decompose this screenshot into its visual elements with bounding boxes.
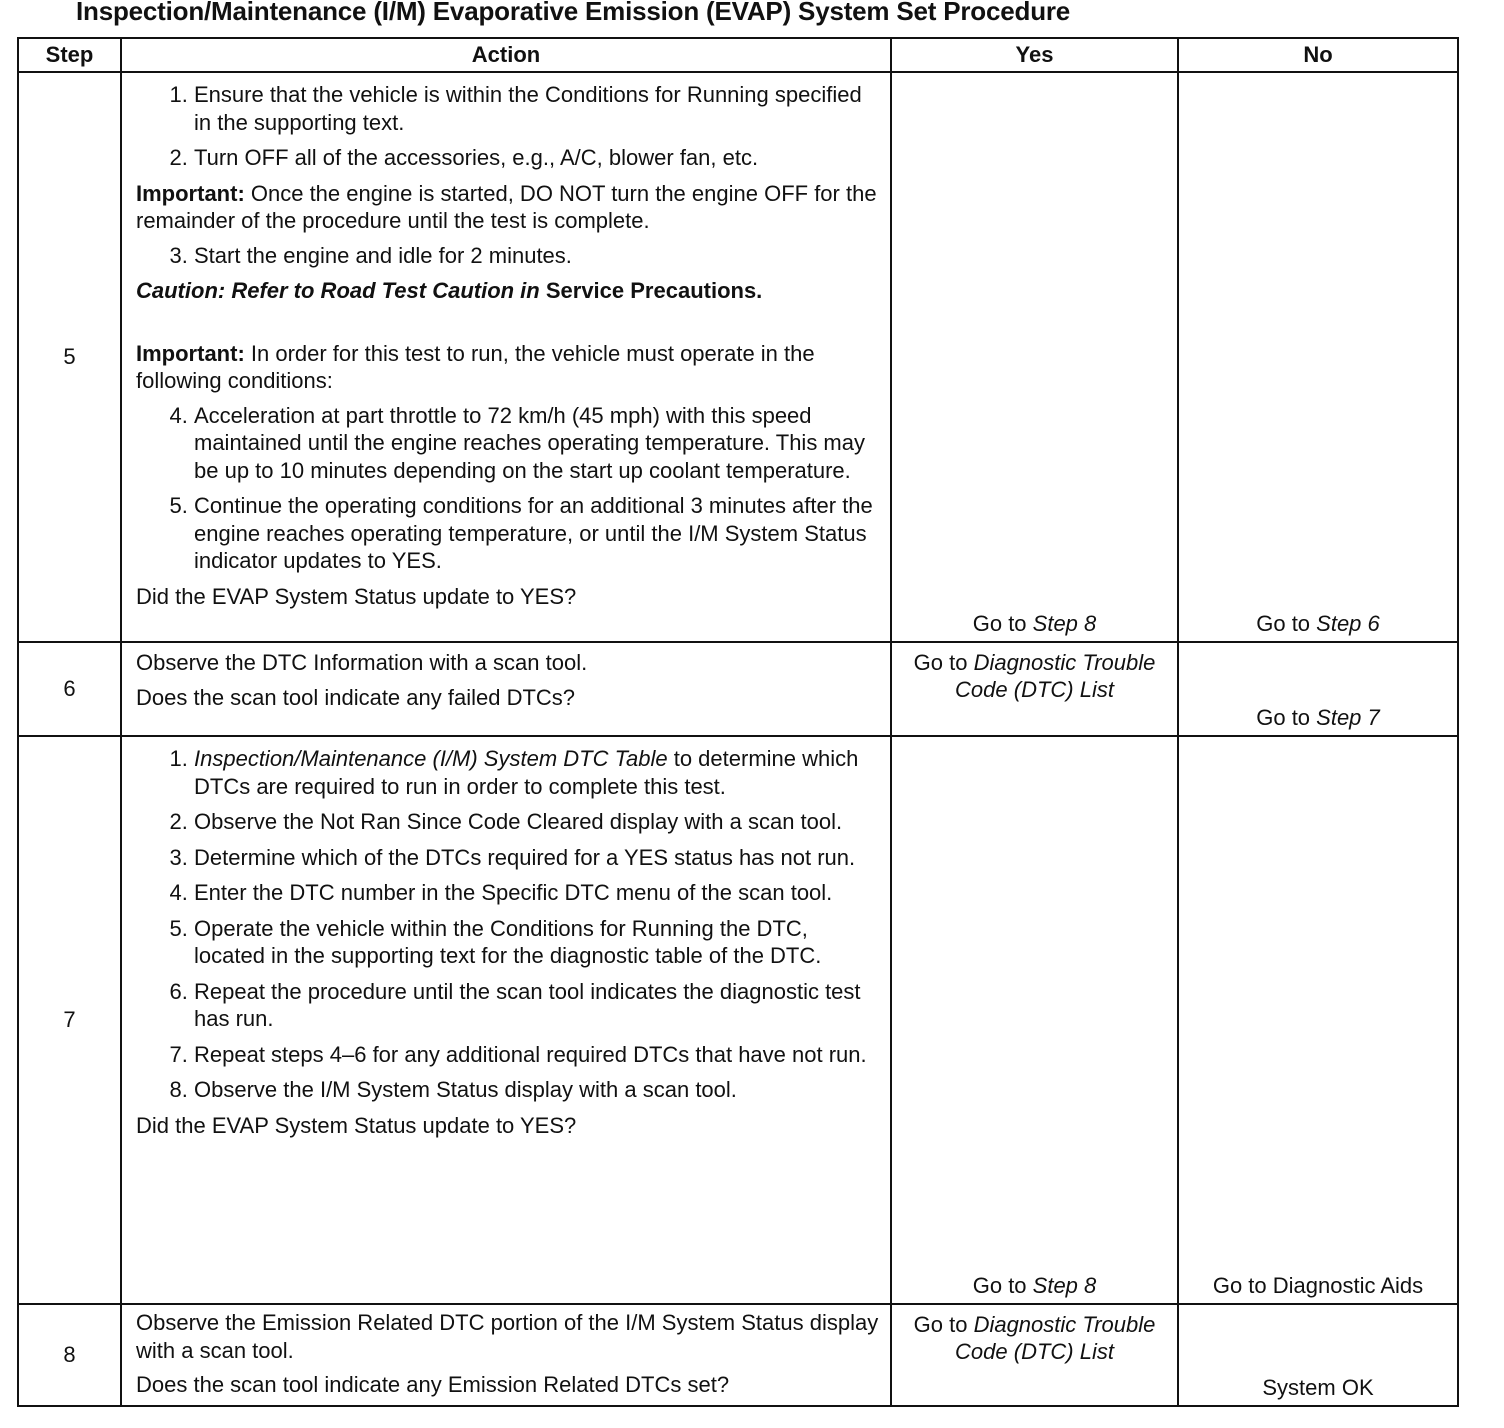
action-cell (121, 736, 891, 1304)
list-item: 1. Ensure that the vehicle is within the Conditions for Running specified in the supporting text. (194, 81, 882, 136)
page-title: Inspection/Maintenance (I/M) Evaporative Emission (EVAP) System Set Procedure (76, 0, 1071, 26)
no-cell (1178, 72, 1458, 642)
important-label: Important: (136, 340, 245, 366)
question-text: Does the scan tool indicate any failed DTCs? (136, 684, 576, 710)
important-note (136, 180, 882, 235)
step-link[interactable]: Step 6 (1316, 611, 1380, 636)
step-number: 6 (18, 642, 121, 736)
caution-link[interactable]: Service Precautions. (539, 278, 763, 303)
table-row-step-8 (18, 1304, 1458, 1406)
yes-result: Go to Diagnostic Trouble Code (DTC) List (913, 650, 1156, 702)
diagnostic-aids-link[interactable]: Go to Diagnostic Aids (1212, 1273, 1424, 1298)
step-link[interactable]: Step 8 (1032, 611, 1097, 636)
important-note (136, 340, 882, 395)
question-text: Does the scan tool indicate any Emission Related DTCs set? (136, 1372, 730, 1397)
yes-result: Go to Step 8 (972, 611, 1097, 636)
action-text: Observe the Emission Related DTC portion of the I/M System Status display with a scan tool. (136, 1310, 879, 1363)
dtc-table-link[interactable]: Inspection/Maintenance (I/M) System DTC Table (194, 746, 668, 771)
step-number: 8 (18, 1304, 121, 1406)
list-item: 4. Enter the DTC number in the Specific DTC menu of the scan tool. (194, 879, 882, 907)
procedure-table (17, 37, 1459, 1407)
list-item: 8. Observe the I/M System Status display with a scan tool. (194, 1076, 882, 1104)
no-result: Go to Step 6 (1256, 611, 1380, 636)
list-item: 5. Operate the vehicle within the Conditions for Running the DTC, located in the supporting text for the diagnostic table of the DTC. (194, 915, 882, 970)
table-row-step-6 (18, 642, 1458, 736)
yes-cell (891, 736, 1178, 1304)
caution-text: Caution: Refer to Road Test Caution in (136, 278, 540, 303)
step5-list-b (136, 242, 882, 270)
list-item: 1. Inspection/Maintenance (I/M) System DTC Table to determine which DTCs are required to run in order to complete this test. (194, 745, 882, 800)
yes-cell (891, 72, 1178, 642)
action-text: Observe the DTC Information with a scan tool. (136, 650, 588, 675)
list-item: 2. Observe the Not Ran Since Code Cleared display with a scan tool. (194, 808, 882, 836)
list-item: 6. Repeat the procedure until the scan tool indicates the diagnostic test has run. (194, 978, 882, 1033)
dtc-list-link[interactable]: Diagnostic Trouble Code (DTC) List (955, 1312, 1156, 1364)
no-result: Go to Step 7 (1256, 705, 1380, 730)
step-link[interactable]: Step 8 (1032, 1273, 1097, 1298)
table-row-step-5 (18, 72, 1458, 642)
list-item: 7. Repeat steps 4–6 for any additional required DTCs that have not run. (194, 1041, 882, 1069)
action-cell (121, 642, 891, 736)
list-item: 3. Start the engine and idle for 2 minutes. (194, 242, 882, 270)
no-cell (1178, 1304, 1458, 1406)
yes-result: Go to Diagnostic Trouble Code (DTC) List (913, 1312, 1156, 1364)
header-action: Action (121, 38, 891, 72)
action-cell (121, 1304, 891, 1406)
important-text: In order for this test to run, the vehicle must operate in the following conditions: (136, 340, 815, 393)
system-ok-text: System OK (1262, 1374, 1374, 1400)
step7-list (136, 745, 882, 1104)
action-cell (121, 72, 891, 642)
yes-cell (891, 642, 1178, 736)
header-yes: Yes (891, 38, 1178, 72)
question-text: Did the EVAP System Status update to YES? (136, 583, 577, 609)
step-link[interactable]: Step 7 (1316, 705, 1380, 730)
yes-result: Go to Step 8 (972, 1273, 1097, 1298)
list-item: 3. Determine which of the DTCs required for a YES status has not run. (194, 844, 882, 872)
caution-note (136, 277, 882, 305)
question-text: Did the EVAP System Status update to YES? (136, 1112, 577, 1138)
header-row (18, 38, 1458, 72)
important-text: Once the engine is started, DO NOT turn the engine OFF for the remainder of the procedure until the test is complete. (136, 180, 877, 233)
header-no: No (1178, 38, 1458, 72)
no-cell (1178, 642, 1458, 736)
important-label: Important: (136, 180, 245, 206)
header-step: Step (18, 38, 121, 72)
table-row-step-7 (18, 736, 1458, 1304)
dtc-list-link[interactable]: Diagnostic Trouble Code (DTC) List (955, 650, 1156, 702)
yes-cell (891, 1304, 1178, 1406)
list-item: 2. Turn OFF all of the accessories, e.g., A/C, blower fan, etc. (194, 144, 882, 172)
step5-list-c (136, 402, 882, 575)
list-item: 4. Acceleration at part throttle to 72 km/h (45 mph) with this speed maintained until the engine reaches operating temperature. This may be up to 10 minutes depending on the start up coolant temperature. (194, 402, 882, 485)
list-item: 5. Continue the operating conditions for an additional 3 minutes after the engine reaches operating temperature, or until the I/M System Status indicator updates to YES. (194, 492, 882, 575)
step-number: 5 (18, 72, 121, 642)
no-cell (1178, 736, 1458, 1304)
step5-list-a (136, 81, 882, 172)
step-number: 7 (18, 736, 121, 1304)
